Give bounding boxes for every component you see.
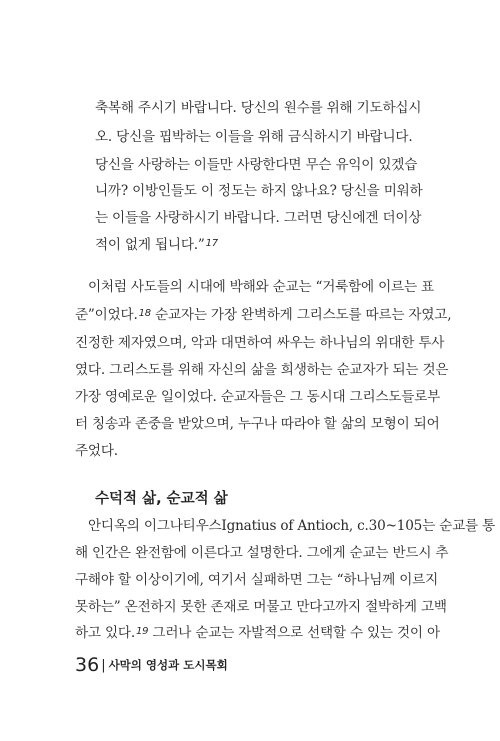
paragraph-line: 진정한 제자였으며, 악과 대면하여 싸우는 하나님의 위대한 투사 [75,335,445,351]
paragraph-line: 안디옥의 이그나티우스Ignatius of Antioch, c.30~105는 순교를 통 [88,518,496,534]
quote-line: 오. 당신을 핍박하는 이들을 위해 금식하시기 바랍니다. [95,129,413,145]
paragraph-line: 주었다. [75,443,118,459]
paragraph-line: 해 인간은 완전함에 이른다고 설명한다. 그에게 순교는 반드시 추 [75,545,449,561]
paragraph-line [75,303,451,323]
page-number: 36 [75,654,100,676]
quote-line: 당신을 사랑하는 이들만 사랑한다면 무슨 유익이 있겠습 [95,157,418,173]
paragraph-line: 이처럼 사도들의 시대에 박해와 순교는 “거룩함에 이르는 표 [88,279,434,295]
quote-line: 니까? 이방인들도 이 정도는 하지 않나요? 당신을 미워하 [95,183,423,199]
page-footer [75,654,228,676]
paragraph-line: 못하는” 온전하지 못한 존재로 머물고 만다고까지 절박하게 고백 [75,599,447,615]
paragraph-line: 터 칭송과 존중을 받았으며, 누구나 따라야 할 삶의 모형이 되어 [75,416,440,432]
paragraph-line: 였다. 그리스도를 위해 자신의 삶을 희생하는 순교자가 되는 것은 [75,362,449,378]
quote-line [95,233,218,253]
paragraph-text: 하고 있다. [75,625,135,641]
footnote-ref: 19 [135,626,149,637]
paragraph-text: 준”이었다. [75,307,138,323]
quote-line: 는 이들을 사랑하시기 바랍니다. 그러면 당신에겐 더이상 [95,210,422,226]
footnote-ref: 18 [138,308,151,319]
footer-separator: | [101,657,106,673]
paragraph-line: 가장 영예로운 일이었다. 순교자들은 그 동시대 그리스도들로부 [75,389,441,405]
book-title: 사막의 영성과 도시목회 [108,658,228,672]
section-heading: 수덕적 삶, 순교적 삶 [95,491,228,507]
quote-line: 축복해 주시기 바랍니다. 당신의 원수를 위해 기도하십시 [95,100,422,116]
footnote-ref: 17 [205,238,218,249]
paragraph-line [75,621,440,641]
paragraph-line: 구해야 할 이상이기에, 여기서 실패하면 그는 “하나님께 이르지 [75,572,439,588]
paragraph-text: 순교자는 가장 완벽하게 그리스도를 따르는 자였고, [150,307,452,323]
quote-line-text: 적이 없게 됩니다.” [95,237,205,253]
paragraph-text: 그러나 순교는 자발적으로 선택할 수 있는 것이 아 [148,625,440,641]
